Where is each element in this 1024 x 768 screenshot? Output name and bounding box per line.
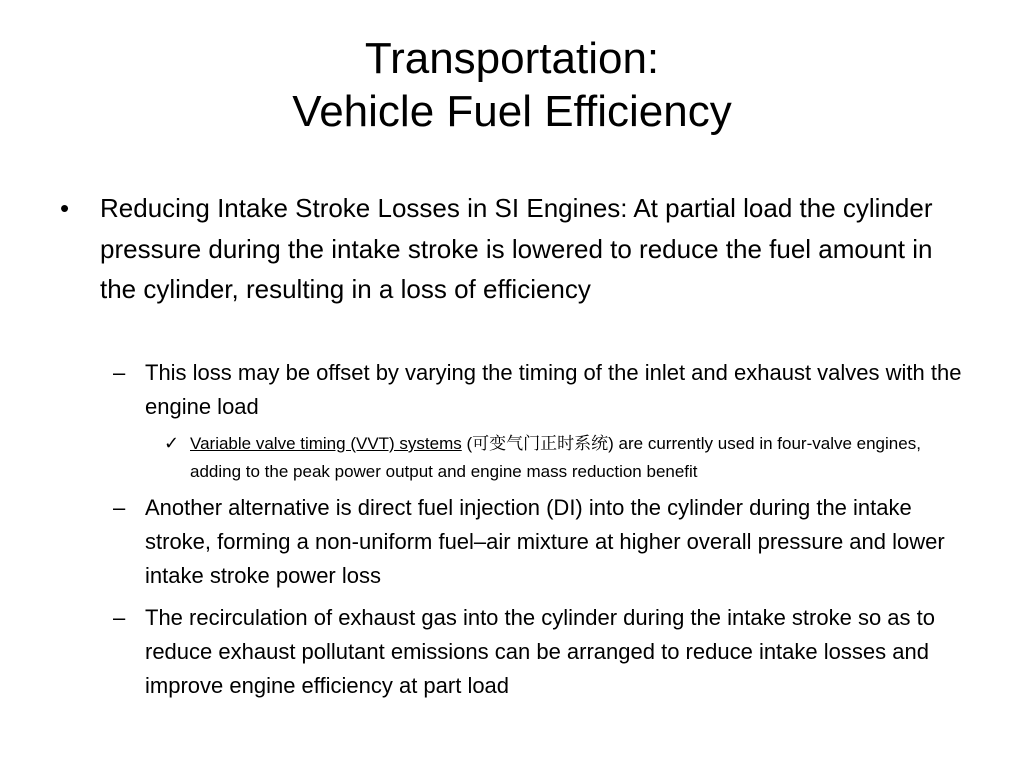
sub-sub-bullet-1	[164, 430, 970, 485]
dash-icon: –	[113, 605, 126, 630]
dash-icon: –	[113, 360, 126, 385]
paren-open: (	[461, 434, 473, 453]
dash-icon: –	[113, 495, 126, 520]
sub-bullet-1-text: This loss may be offset by varying the timing of the inlet and exhaust valves with the engine load	[145, 360, 962, 419]
sub-bullet-1	[113, 356, 975, 424]
sub-sub-bullet-1-text: ) are currently used in four-valve engines, adding to the peak power output and engine mass reduction benefit	[190, 434, 921, 481]
checkmark-icon: ✓	[164, 433, 180, 453]
sub-bullet-3	[113, 601, 975, 703]
sub-bullet-2	[113, 491, 975, 593]
sub-bullet-2-text: Another alternative is direct fuel injection (DI) into the cylinder during the intake stroke, forming a non-uniform fuel–air mixture at higher overall pressure and lower intake stroke power loss	[145, 495, 945, 588]
bullet-main	[60, 188, 970, 310]
bullet-main-text: Reducing Intake Stroke Losses in SI Engines: At partial load the cylinder pressure during the intake stroke is lowered to reduce the fuel amount in the cylinder, resulting in a loss of efficiency	[100, 193, 933, 304]
chinese-term: 可变气门正时系统	[472, 434, 609, 454]
title-line-2: Vehicle Fuel Efficiency	[292, 87, 732, 136]
title-line-1: Transportation:	[364, 34, 660, 83]
bullet-dot-icon: •	[60, 193, 70, 223]
vvt-link[interactable]: Variable valve timing (VVT) systems	[190, 434, 462, 453]
sub-bullet-3-text: The recirculation of exhaust gas into the cylinder during the intake stroke so as to reduce exhaust pollutant emissions can be arranged to reduce intake losses and improve engine efficiency at part load	[145, 605, 935, 698]
